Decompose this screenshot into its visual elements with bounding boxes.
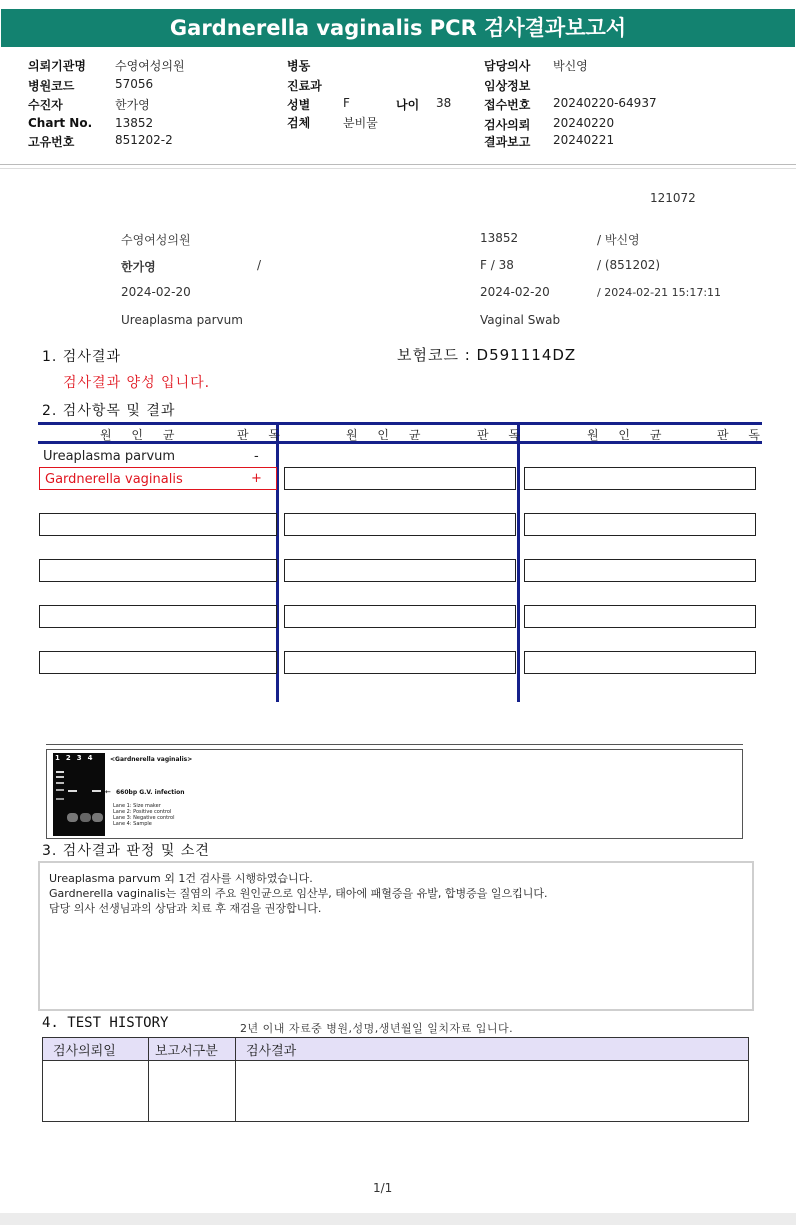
col3-pathogen-header: 원 인 균 <box>587 428 670 442</box>
gel-arrow: ← <box>105 788 111 796</box>
empty-cell <box>284 651 516 674</box>
doc-number: 121072 <box>650 191 696 205</box>
report-date-value: 20240221 <box>553 133 615 147</box>
result-row-2-name: Gardnerella vaginalis <box>45 472 183 487</box>
result-row-1-name: Ureaplasma parvum <box>43 449 176 464</box>
finding-line-1: Ureaplasma parvum 외 1건 검사를 시행하였습니다. <box>49 872 313 885</box>
gel-lane-numbers <box>55 754 99 762</box>
sample-band <box>92 790 101 792</box>
summary-specimen: Vaginal Swab <box>480 313 561 327</box>
ladder-band <box>56 771 64 773</box>
result-row-1-judgment: - <box>254 449 259 464</box>
summary-sex-age: F / 38 <box>480 258 514 272</box>
history-table <box>42 1037 749 1122</box>
col3-judgment-header: 판 독 <box>717 428 768 442</box>
header-divider <box>0 164 796 165</box>
gel-lane-4-label: 4 <box>87 754 99 762</box>
primer-dimer-smear <box>67 813 78 822</box>
col2-pathogen-header: 원 인 균 <box>346 428 429 442</box>
summary-patient: 한가영 <box>121 260 156 274</box>
clinical-label: 임상정보 <box>484 79 531 93</box>
unique-no-label: 고유번호 <box>28 135 75 149</box>
empty-cell <box>284 513 516 536</box>
empty-cell <box>524 513 756 536</box>
gel-band-label: 660bp G.V. infection <box>116 789 185 796</box>
gel-title: <Gardnerella vaginalis> <box>110 756 193 763</box>
gel-legend-lane-4: Lane 4: Sample <box>113 821 152 827</box>
section-4-heading: 4. TEST HISTORY <box>42 1015 169 1031</box>
page-number: 1/1 <box>373 1181 393 1195</box>
summary-date-1: 2024-02-20 <box>121 285 191 299</box>
gel-lane-3-label: 3 <box>76 754 88 762</box>
request-label: 검사의뢰 <box>484 118 531 132</box>
column-divider-2 <box>517 422 520 702</box>
specimen-label: 검체 <box>287 116 311 130</box>
empty-cell <box>524 467 756 490</box>
empty-cell <box>39 651 277 674</box>
col1-pathogen-header: 원 인 균 <box>100 428 183 442</box>
history-col-request-date: 검사의뢰일 <box>43 1038 149 1061</box>
history-cell <box>149 1061 236 1122</box>
empty-cell <box>39 559 277 582</box>
history-cell <box>236 1061 749 1122</box>
specimen-value: 분비물 <box>343 116 378 130</box>
ladder-band <box>56 782 64 784</box>
report-title: Gardnerella vaginalis PCR 검사결과보고서 <box>1 9 795 47</box>
summary-report-datetime: / 2024-02-21 15:17:11 <box>597 286 722 299</box>
section-2-heading: 2. 검사항목 및 결과 <box>42 403 176 419</box>
finding-line-2: Gardnerella vaginalis는 질염의 주요 원인균으로 임산부, 태아에 패혈증을 유발, 합병증을 일으킵니다. <box>49 887 548 900</box>
primer-dimer-smear <box>92 813 103 822</box>
gel-electrophoresis-image <box>53 753 105 836</box>
chart-no-label: Chart No. <box>28 116 93 130</box>
col2-judgment-header: 판 독 <box>477 428 528 442</box>
section-1-heading: 1. 검사결과 <box>42 349 121 365</box>
hospital-code-label: 병원코드 <box>28 79 75 93</box>
ladder-band <box>56 798 64 800</box>
gel-lane-1-label: 1 <box>55 754 66 762</box>
summary-institution: 수영여성의원 <box>121 233 191 247</box>
history-col-result: 검사결과 <box>236 1038 749 1061</box>
institution-label: 의뢰기관명 <box>28 59 86 73</box>
age-value: 38 <box>436 96 452 110</box>
receipt-label: 접수번호 <box>484 98 531 112</box>
patient-value: 한가영 <box>115 98 150 112</box>
history-col-report-type: 보고서구분 <box>149 1038 236 1061</box>
gel-legend-lane-3: Lane 3: Negative control <box>113 815 175 821</box>
dept-label: 진료과 <box>287 79 322 93</box>
summary-birth: / (851202) <box>597 258 661 272</box>
age-label: 나이 <box>396 98 420 112</box>
empty-cell <box>39 513 277 536</box>
sex-value: F <box>343 96 350 110</box>
table-top-rule <box>38 422 762 425</box>
finding-line-3: 담당 의사 선생님과의 상담과 치료 후 재검을 권장합니다. <box>49 902 322 915</box>
sex-label: 성별 <box>287 98 311 112</box>
ladder-band <box>56 789 64 791</box>
result-statement: 검사결과 양성 입니다. <box>63 375 211 391</box>
gel-legend-lane-2: Lane 2: Positive control <box>113 809 172 815</box>
summary-patient-slash: / <box>257 258 262 272</box>
result-row-2-judgment: + <box>251 471 262 486</box>
summary-test-item: Ureaplasma parvum <box>121 313 243 327</box>
request-value: 20240220 <box>553 116 615 130</box>
section-3-heading: 3. 검사결과 판정 및 소견 <box>42 843 210 859</box>
empty-cell <box>39 605 277 628</box>
unique-no-value: 851202-2 <box>115 133 173 147</box>
empty-cell <box>524 605 756 628</box>
history-header-row <box>43 1038 749 1061</box>
summary-chart-no: 13852 <box>480 231 519 245</box>
history-cell <box>43 1061 149 1122</box>
report-date-label: 결과보고 <box>484 135 531 149</box>
findings-box <box>38 861 754 1011</box>
gel-top-rule <box>46 744 743 745</box>
summary-date-2: 2024-02-20 <box>480 285 550 299</box>
insurance-code: 보험코드 : D591114DZ <box>397 346 577 364</box>
gel-legend <box>113 803 175 827</box>
chart-no-value: 13852 <box>115 116 154 130</box>
gel-legend-lane-1: Lane 1: Size maker <box>113 803 161 809</box>
summary-doctor: / 박신영 <box>597 233 640 247</box>
col1-judgment-header: 판 독 <box>237 428 288 442</box>
empty-cell <box>284 467 516 490</box>
patient-label: 수진자 <box>28 98 63 112</box>
history-empty-row <box>43 1061 749 1122</box>
header-divider-shadow <box>0 168 796 169</box>
positive-control-band <box>68 790 77 792</box>
empty-cell <box>284 605 516 628</box>
doctor-value: 박신영 <box>553 59 588 73</box>
doctor-label: 담당의사 <box>484 59 531 73</box>
receipt-value: 20240220-64937 <box>553 96 657 110</box>
ward-label: 병동 <box>287 59 311 73</box>
hospital-code-value: 57056 <box>115 77 154 91</box>
institution-value: 수영여성의원 <box>115 59 185 73</box>
empty-cell <box>524 651 756 674</box>
empty-cell <box>284 559 516 582</box>
history-note: 2년 이내 자료중 병원,성명,생년월일 일치자료 입니다. <box>240 1022 514 1035</box>
empty-cell <box>524 559 756 582</box>
gel-lane-2-label: 2 <box>65 754 77 762</box>
ladder-band <box>56 776 64 778</box>
primer-dimer-smear <box>80 813 91 822</box>
